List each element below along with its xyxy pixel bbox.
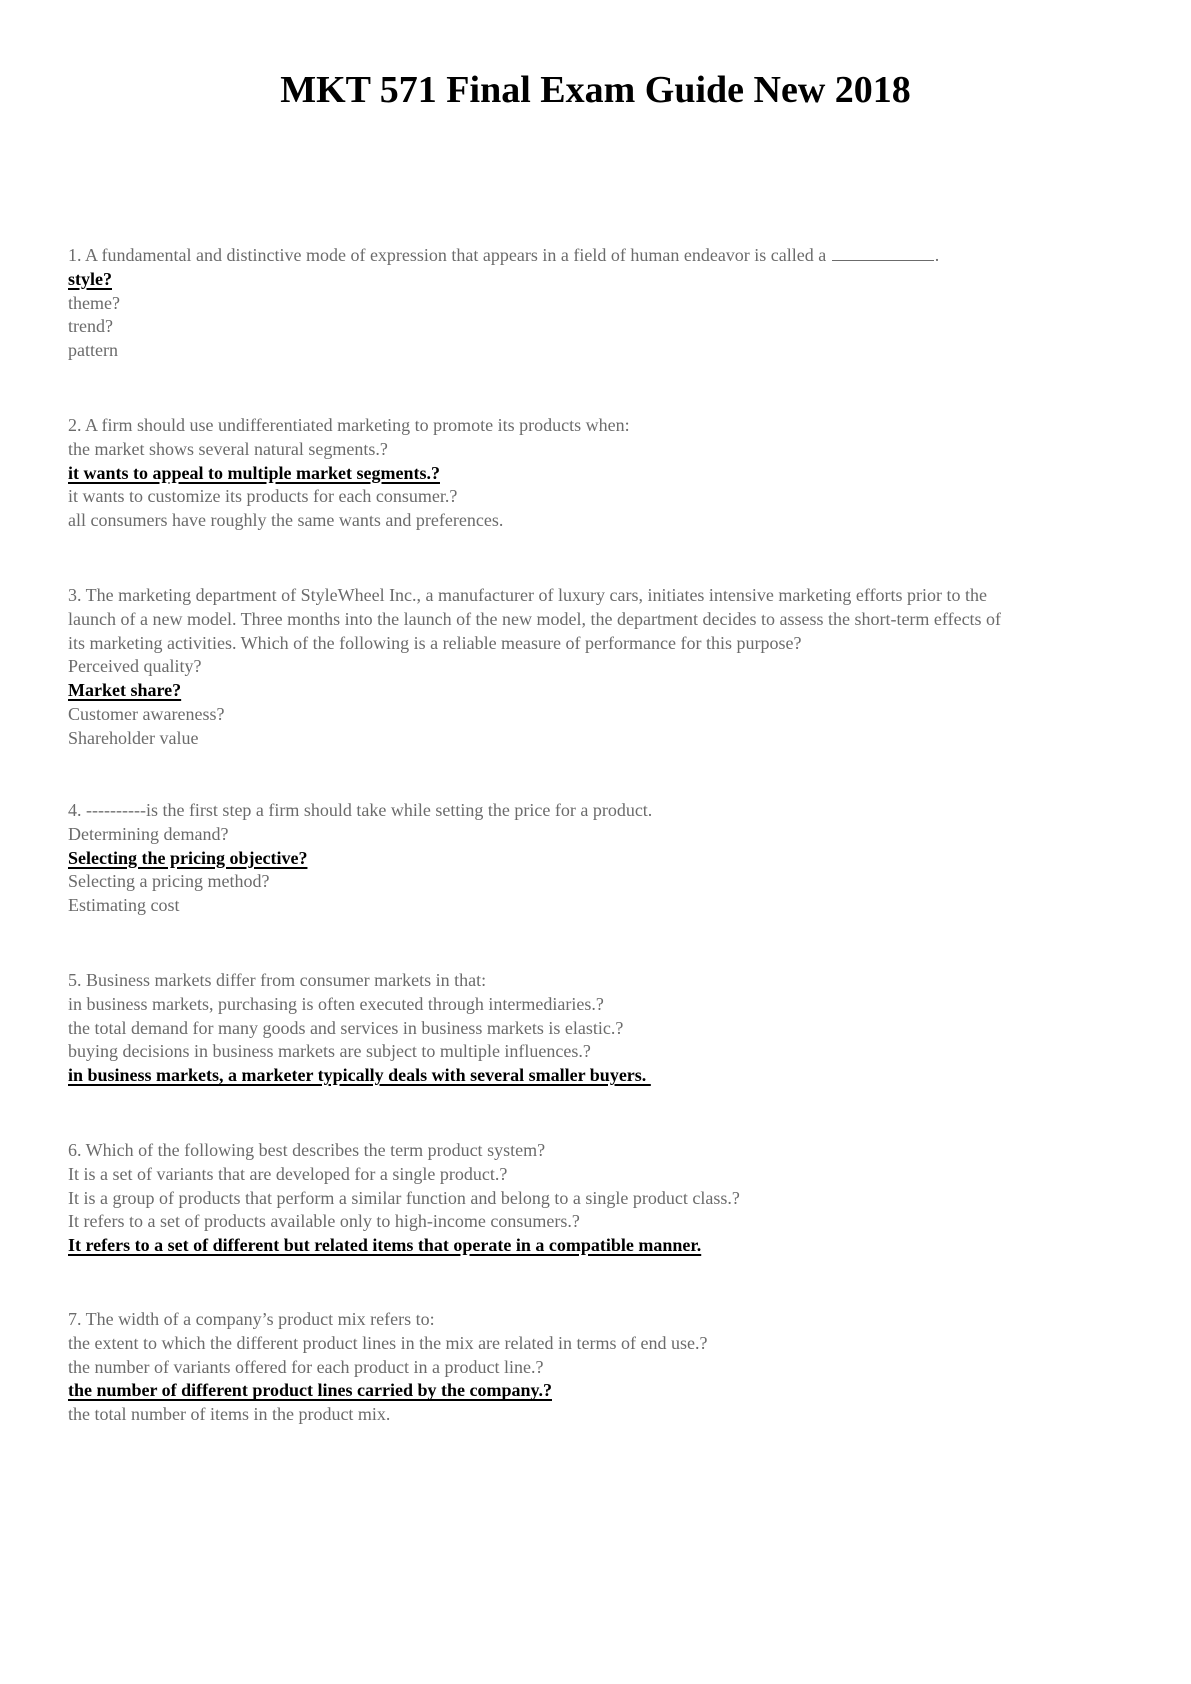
- answer-option: the total number of items in the product mix.: [68, 1404, 391, 1425]
- answer-option: It is a set of variants that are developed for a single product.?: [68, 1163, 508, 1184]
- question-3-prompt-line: launch of a new model. Three months into the launch of the new model, the department decides to assess the short-term effects of: [68, 608, 1002, 629]
- answer-option: theme?: [68, 292, 120, 313]
- answer-option: It is a group of products that perform a similar function and belong to a single product class.?: [68, 1187, 740, 1208]
- page-title: MKT 571 Final Exam Guide New 2018: [280, 69, 911, 111]
- question-2-prompt: 2. A firm should use undifferentiated marketing to promote its products when:: [68, 415, 630, 435]
- answer-option: the extent to which the different product lines in the mix are related in terms of end use.?: [68, 1332, 708, 1353]
- question-4-prompt: 4. ----------is the first step a firm should take while setting the price for a product.: [68, 800, 653, 820]
- answer-option: the number of variants offered for each product in a product line.?: [68, 1356, 544, 1377]
- question-7-prompt: 7. The width of a company’s product mix refers to:: [68, 1309, 435, 1329]
- answer-option-correct: Market share?: [68, 680, 182, 701]
- answer-option: in business markets, purchasing is often executed through intermediaries.?: [68, 993, 604, 1014]
- answer-option: the market shows several natural segments.?: [68, 438, 388, 459]
- question-4: [68, 799, 1128, 918]
- answer-option-correct: It refers to a set of different but related items that operate in a compatible manner.: [68, 1235, 702, 1256]
- answer-option: the total demand for many goods and services in business markets is elastic.?: [68, 1017, 624, 1038]
- question-2: [68, 414, 1128, 533]
- question-3-prompt-line: 3. The marketing department of StyleWheel Inc., a manufacturer of luxury cars, initiates intensive marketing efforts prior to the: [68, 585, 988, 605]
- question-6: [68, 1139, 1128, 1258]
- answer-option: It refers to a set of products available only to high-income consumers.?: [68, 1211, 580, 1232]
- answer-option: buying decisions in business markets are subject to multiple influences.?: [68, 1041, 591, 1062]
- answer-option: Perceived quality?: [68, 656, 202, 677]
- answer-option-correct: the number of different product lines carried by the company.?: [68, 1380, 552, 1401]
- answer-option: Determining demand?: [68, 823, 229, 844]
- question-5: [68, 969, 1128, 1088]
- fill-in-blank: [832, 246, 934, 261]
- question-6-prompt: 6. Which of the following best describes the term product system?: [68, 1140, 546, 1160]
- question-1: [68, 244, 1128, 363]
- answer-option: Shareholder value: [68, 727, 199, 748]
- question-1-prompt-text: 1. A fundamental and distinctive mode of expression that appears in a field of human endeavor is called a: [68, 245, 831, 265]
- answer-option: Selecting a pricing method?: [68, 871, 270, 892]
- answer-option: Estimating cost: [68, 895, 180, 916]
- question-3: [68, 584, 1128, 751]
- question-1-prompt: [68, 244, 1128, 268]
- answer-option: Customer awareness?: [68, 703, 225, 724]
- question-5-prompt: 5. Business markets differ from consumer markets in that:: [68, 970, 487, 990]
- answer-option-correct: it wants to appeal to multiple market segments.?: [68, 462, 440, 483]
- answer-option: trend?: [68, 316, 113, 337]
- question-3-prompt-line: its marketing activities. Which of the following is a reliable measure of performance for this purpose?: [68, 632, 802, 653]
- question-1-prompt-end: .: [934, 245, 940, 265]
- answer-option: all consumers have roughly the same wants and preferences.: [68, 510, 504, 531]
- answer-option: it wants to customize its products for each consumer.?: [68, 486, 458, 507]
- question-7: [68, 1308, 1128, 1427]
- answer-option-correct: in business markets, a marketer typically deals with several smaller buyers.: [68, 1065, 651, 1086]
- answer-option-correct: style?: [68, 268, 112, 289]
- answer-option: pattern: [68, 340, 118, 361]
- answer-option-correct: Selecting the pricing objective?: [68, 847, 308, 868]
